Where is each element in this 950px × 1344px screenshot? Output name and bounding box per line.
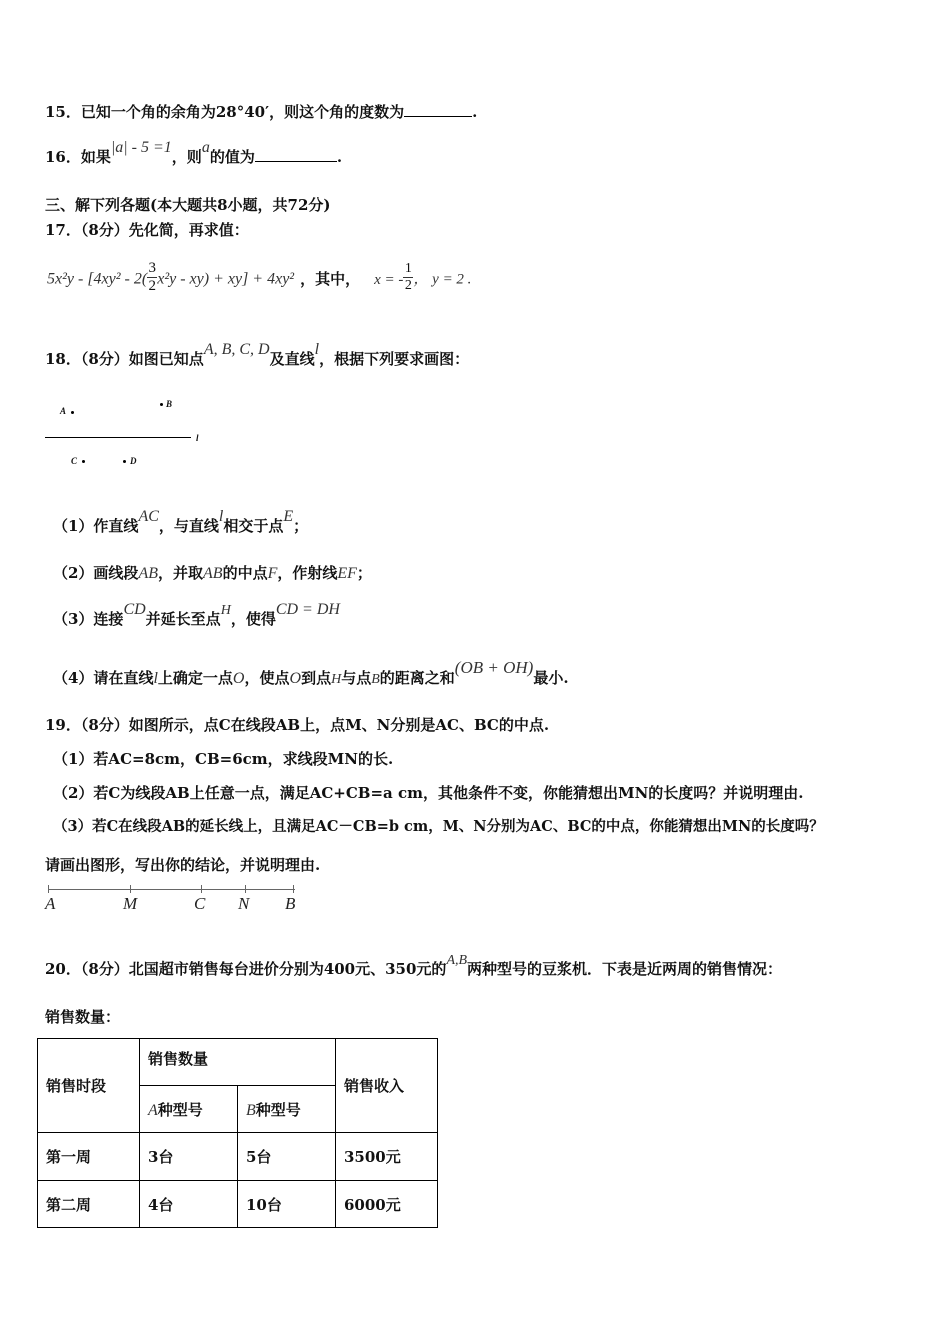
q18-s2-d: ，作射线 bbox=[277, 564, 338, 582]
q18-step-3 bbox=[53, 601, 340, 632]
q18-line-var: l bbox=[314, 341, 320, 358]
seg-label-n: N bbox=[238, 894, 250, 913]
header-type-b bbox=[238, 1086, 336, 1133]
q18-s4-d: 到点 bbox=[301, 669, 332, 687]
q18-s2-ab2: AB bbox=[203, 565, 223, 582]
cell-a: 4台 bbox=[140, 1181, 238, 1228]
seg-label-c: C bbox=[194, 894, 206, 913]
point-a-label: A bbox=[60, 406, 67, 416]
cell-b: 5台 bbox=[238, 1133, 336, 1181]
seg-label-b: B bbox=[285, 894, 296, 913]
q18-s4-c: ，使点 bbox=[244, 669, 290, 687]
cell-revenue: 3500元 bbox=[336, 1133, 438, 1181]
q18-s3-a: （3）连接 bbox=[53, 610, 124, 628]
q15-answer-blank bbox=[404, 102, 472, 117]
q17-fraction bbox=[147, 260, 157, 295]
q16-post: 的值为 bbox=[209, 148, 255, 166]
q18-s4-a: （4）请在直线 bbox=[53, 669, 154, 687]
point-d-dot bbox=[123, 460, 126, 463]
cell-a: 3台 bbox=[140, 1133, 238, 1181]
q17-expr-a: 5x²y - [4xy² - 2( bbox=[47, 270, 148, 288]
table-row bbox=[38, 1181, 438, 1228]
header-type-a bbox=[140, 1086, 238, 1133]
q20-caption: 销售数量： bbox=[45, 1008, 121, 1026]
header-period: 销售时段 bbox=[38, 1039, 140, 1133]
q17-y-label: ， y = 2 . bbox=[413, 271, 472, 288]
question-15 bbox=[45, 101, 477, 123]
question-16 bbox=[45, 139, 343, 169]
cell-period: 第二周 bbox=[38, 1181, 140, 1228]
cell-revenue: 6000元 bbox=[336, 1181, 438, 1228]
q17-where: ，其中， bbox=[300, 269, 361, 288]
tick-a bbox=[48, 885, 49, 893]
q18-s1-e: E bbox=[283, 508, 294, 525]
q18-step-2 bbox=[53, 562, 372, 585]
q18-s2-f: F bbox=[267, 565, 278, 582]
q19-part-2: （2）若C为线段AB上任意一点，满足AC+CB=a cm，其他条件不变，你能猜想出MN的长度吗？并说明理由. bbox=[53, 784, 804, 802]
q18-post: ，根据下列要求画图： bbox=[319, 350, 470, 368]
tick-c bbox=[201, 885, 202, 893]
line-l bbox=[45, 437, 191, 438]
q17-x-label: x = - bbox=[374, 271, 404, 288]
table-row bbox=[38, 1133, 438, 1181]
q18-s3-h: H bbox=[220, 603, 231, 618]
q17-expr-b: x²y - xy) + xy] + 4xy² bbox=[157, 270, 295, 288]
q18-s1-c: 相交于点 bbox=[223, 517, 284, 535]
q18-s3-eq: CD = DH bbox=[275, 601, 340, 618]
q17-frac-num: 3 bbox=[148, 260, 156, 276]
section-3-heading: 三、解下列各题(本大题共8小题，共72分) bbox=[45, 196, 331, 214]
q16-pre: 16．如果 bbox=[45, 148, 111, 166]
q18-s4-g: 最小. bbox=[533, 669, 569, 687]
q16-answer-blank bbox=[255, 147, 337, 162]
q20-post: 两种型号的豆浆机．下表是近两周的销售情况： bbox=[467, 960, 783, 978]
q18-s1-d: ； bbox=[293, 517, 309, 535]
sales-table bbox=[37, 1038, 438, 1228]
q15-text: 15．已知一个角的余角为28°40′，则这个角的度数为 bbox=[45, 103, 405, 121]
question-20 bbox=[45, 953, 783, 982]
q18-s3-c: ，使得 bbox=[230, 610, 276, 628]
type-a-var: A bbox=[148, 1101, 158, 1119]
q19-part-4: 请画出图形，写出你的结论，并说明理由. bbox=[45, 856, 321, 874]
q18-s3-b: 并延长至点 bbox=[145, 610, 221, 628]
type-a-label: 种型号 bbox=[157, 1100, 203, 1119]
q18-figure bbox=[45, 395, 215, 475]
cell-period: 第一周 bbox=[38, 1133, 140, 1181]
header-qty: 销售数量 bbox=[140, 1039, 336, 1086]
table-row bbox=[38, 1039, 438, 1086]
q16-expr: |a| - 5 =1 bbox=[110, 139, 172, 156]
type-b-var: B bbox=[246, 1101, 256, 1119]
q17-frac-den: 2 bbox=[148, 278, 156, 294]
q16-mid: ，则 bbox=[171, 148, 202, 166]
q18-step-4 bbox=[53, 658, 569, 691]
tick-b bbox=[293, 885, 294, 893]
q19-segment-figure bbox=[45, 885, 305, 915]
q18-s1-ac: AC bbox=[138, 508, 159, 525]
question-18 bbox=[45, 341, 470, 371]
q16-var: a bbox=[201, 139, 210, 156]
q18-s2-e: ； bbox=[356, 564, 372, 582]
q19-part-3: （3）若C在线段AB的延长线上，且满足AC－CB=b cm，M、N分别为AC、BC的中点，你能猜想出MN的长度吗？ bbox=[53, 818, 824, 835]
q18-s1-l: l bbox=[218, 508, 224, 525]
q17-expression bbox=[47, 262, 471, 302]
q18-s2-ef: EF bbox=[337, 565, 357, 582]
point-a-dot bbox=[71, 411, 74, 414]
point-b-dot bbox=[160, 403, 163, 406]
tick-n bbox=[245, 885, 246, 893]
q18-s4-b: 上确定一点 bbox=[157, 669, 233, 687]
point-d-label: D bbox=[130, 456, 137, 466]
seg-label-a: A bbox=[45, 894, 56, 913]
segment-line bbox=[48, 889, 295, 890]
point-c-label: C bbox=[71, 456, 78, 466]
q16-end: . bbox=[336, 148, 343, 166]
q17-x-den: 2 bbox=[404, 278, 412, 293]
type-b-label: 种型号 bbox=[255, 1100, 301, 1119]
line-l-label: l bbox=[196, 433, 199, 443]
q17-x-fraction bbox=[403, 261, 413, 294]
q18-s4-o2: O bbox=[289, 670, 302, 687]
q18-pre: 18．（8分）如图已知点 bbox=[45, 350, 204, 368]
q18-s2-c: 的中点 bbox=[222, 564, 268, 582]
q18-s4-o: O bbox=[232, 670, 245, 687]
seg-label-m: M bbox=[123, 894, 138, 913]
q18-s4-h: H bbox=[331, 672, 342, 687]
q18-s4-e: 与点 bbox=[341, 669, 372, 687]
q18-s4-bpt: B bbox=[371, 672, 380, 687]
point-c-dot bbox=[82, 460, 85, 463]
q18-s2-a: （2）画线段 bbox=[53, 564, 139, 582]
q18-s4-l: l bbox=[153, 670, 158, 687]
q20-ab: A,B bbox=[446, 953, 468, 968]
q15-end: . bbox=[472, 103, 478, 121]
q17-x-num: 1 bbox=[404, 261, 412, 276]
q18-s1-a: （1）作直线 bbox=[53, 517, 139, 535]
q18-mid: 及直线 bbox=[269, 350, 315, 368]
q18-s3-cd: CD bbox=[123, 601, 146, 618]
q18-s1-b: ，与直线 bbox=[158, 517, 219, 535]
q18-s2-b: ，并取 bbox=[158, 564, 204, 582]
tick-m bbox=[130, 885, 131, 893]
point-b-label: B bbox=[166, 399, 173, 409]
q18-points: A, B, C, D bbox=[203, 341, 270, 358]
cell-b: 10台 bbox=[238, 1181, 336, 1228]
q19-heading: 19．（8分）如图所示，点C在线段AB上，点M、N分别是AC、BC的中点. bbox=[45, 716, 550, 734]
q19-part-1: （1）若AC=8cm，CB=6cm，求线段MN的长. bbox=[53, 750, 394, 768]
q18-step-1 bbox=[53, 508, 309, 538]
header-revenue: 销售收入 bbox=[336, 1039, 438, 1133]
q20-pre: 20．（8分）北国超市销售每台进价分别为400元、350元的 bbox=[45, 960, 447, 978]
q17-heading: 17．（8分）先化简，再求值： bbox=[45, 221, 249, 239]
q18-s4-f: 的距离之和 bbox=[379, 669, 455, 687]
q18-s4-sum: (OB + OH) bbox=[454, 658, 534, 677]
q18-s2-ab: AB bbox=[138, 565, 158, 582]
